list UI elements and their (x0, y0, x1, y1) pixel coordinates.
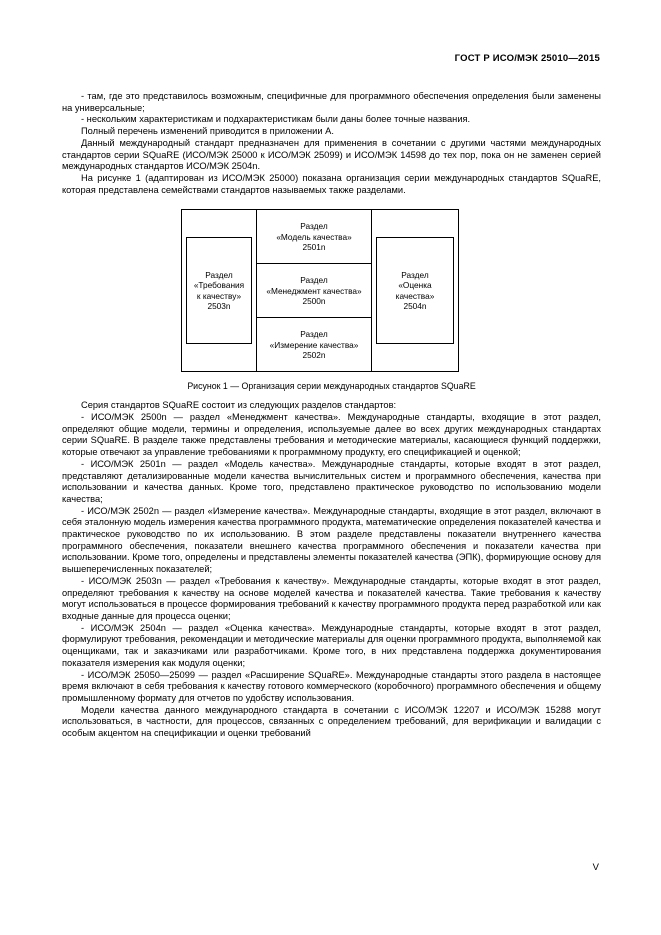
paragraph: Данный международный стандарт предназначен для применения в сочетании с другими частями международных стандартов серии SQuaRE (ИСО/МЭК 25000 к ИСО/МЭК 25099) и ИСО/МЭК 14598 до тех пор, пока он не заменен серией международных стандартов ИСО/МЭК 2504n. (62, 137, 601, 172)
diagram-middle-column (256, 210, 372, 371)
quality-model-division-box (257, 210, 371, 263)
doc-number: ГОСТ Р ИСО/МЭК 25010—2015 (454, 53, 600, 64)
box-line: к качеству» (196, 290, 242, 301)
box-line: Раздел (401, 269, 429, 280)
quality-requirements-division-box (186, 237, 252, 344)
page-number: V (592, 862, 599, 873)
box-line: 2501n (302, 242, 326, 253)
box-line: Раздел (205, 269, 233, 280)
box-line: 2502n (302, 350, 326, 361)
paragraph: Серия стандартов SQuaRE состоит из следующих разделов стандартов: (81, 400, 397, 411)
box-line: «Оценка (398, 280, 432, 291)
paragraph: - нескольким характеристикам и подхарактеристикам были даны более точные названия. (81, 114, 471, 125)
figure-caption: Рисунок 1 — Организация серии международных стандартов SQuaRE (187, 381, 476, 392)
diagram-right-cell (372, 210, 458, 371)
box-line: 2503n (207, 301, 231, 312)
box-line: «Требования (193, 280, 245, 291)
paragraph: - ИСО/МЭК 2503n — раздел «Требования к качеству». Международные стандарты, которые входят в этот раздел, определяют требования к качеству на основе моделей качества и показателей качества. Такие требования к качеству могут использоваться в процессе формирования требований к качеству программного продукта перед разработкой или как входные данные для процесса оценки; (62, 575, 601, 621)
squire-divisions-diagram (181, 209, 459, 372)
quality-evaluation-division-box (376, 237, 454, 344)
paragraph: - ИСО/МЭК 2504n — раздел «Оценка качества». Международные стандарты, которые входят в этот раздел, формулируют требования, рекомендации и методические материалы для оценки программного продукта, выполняемой как оценщиками, так и заказчиками или разработчиками. Кроме того, в них представлена поддержка документирования показателя измерения как модуля оценки; (62, 622, 601, 668)
paragraph: На рисунке 1 (адаптирован из ИСО/МЭК 25000) показана организация серии международных стандартов SQuaRE, которая представлена семействами стандартов называемых также разделами. (62, 172, 601, 195)
diagram-left-cell (182, 210, 256, 371)
box-line: Раздел (300, 220, 328, 231)
figure-1 (62, 209, 601, 391)
paragraph: - ИСО/МЭК 2502n — раздел «Измерение качества». Международные стандарты, входящие в этот раздел, включают в себя эталонную модель измерения качества программного продукта, математические определения показателей качества и практическое руководство по их использованию. В этом разделе представлены показатели внутреннего качества программного обеспечения, показатели внешнего качества программного обеспечения и показатели качества при использовании. Кроме того, определены и представлены элементы показателей качества (ЭПК), формирующие основу для вышеперечисленных показателей; (62, 505, 601, 575)
box-line: качества» (395, 290, 435, 301)
paragraph: Полный перечень изменений приводится в приложении А. (81, 126, 334, 137)
paragraph: - ИСО/МЭК 2500n — раздел «Менеджмент качества». Международные стандарты, входящие в этот раздел, определяют общие модели, термины и определения, используемые далее во всех других международных стандартах серии SQuaRE. В разделе также представлены требования и методические материалы, касающиеся функций поддержки, которые отвечают за управление требованиями к программному продукту, его спецификацией и оценкой; (62, 412, 601, 458)
box-line: 2500n (302, 296, 326, 307)
paragraph: Модели качества данного международного стандарта в сочетании с ИСО/МЭК 12207 и ИСО/МЭК 15288 могут использоваться, в частности, для процессов, связанных с определением требований, для верификации и валидации с особым акцентом на спецификации и оценки требований (62, 704, 601, 739)
document-content (62, 91, 601, 740)
box-line: «Модель качества» (276, 231, 352, 242)
paragraph: - ИСО/МЭК 2501n — раздел «Модель качества». Международные стандарты, которые входят в этот раздел, представляют детализированные модели качества вычислительных систем и программного обеспечения, качества при использовании и качества данных. Кроме того, представлено практическое руководство по использованию модели качества; (62, 458, 601, 504)
box-line: Раздел (300, 328, 328, 339)
box-line: «Менеджмент качества» (266, 285, 362, 296)
paragraph: - там, где это представилось возможным, специфичные для программного обеспечения определения были заменены на универсальные; (62, 91, 601, 113)
paragraph: - ИСО/МЭК 25050—25099 — раздел «Расширение SQuaRE». Международные стандарты этого раздела в настоящее время включают в себя требования к качеству готового коммерческого (коробочного) программного обеспечения и общему промышленному формату для отчетов по удобству использования. (62, 669, 601, 703)
box-line: 2504n (403, 301, 427, 312)
quality-management-division-box (257, 263, 371, 317)
quality-measurement-division-box (257, 317, 371, 371)
box-line: Раздел (300, 274, 328, 285)
box-line: «Измерение качества» (269, 339, 359, 350)
